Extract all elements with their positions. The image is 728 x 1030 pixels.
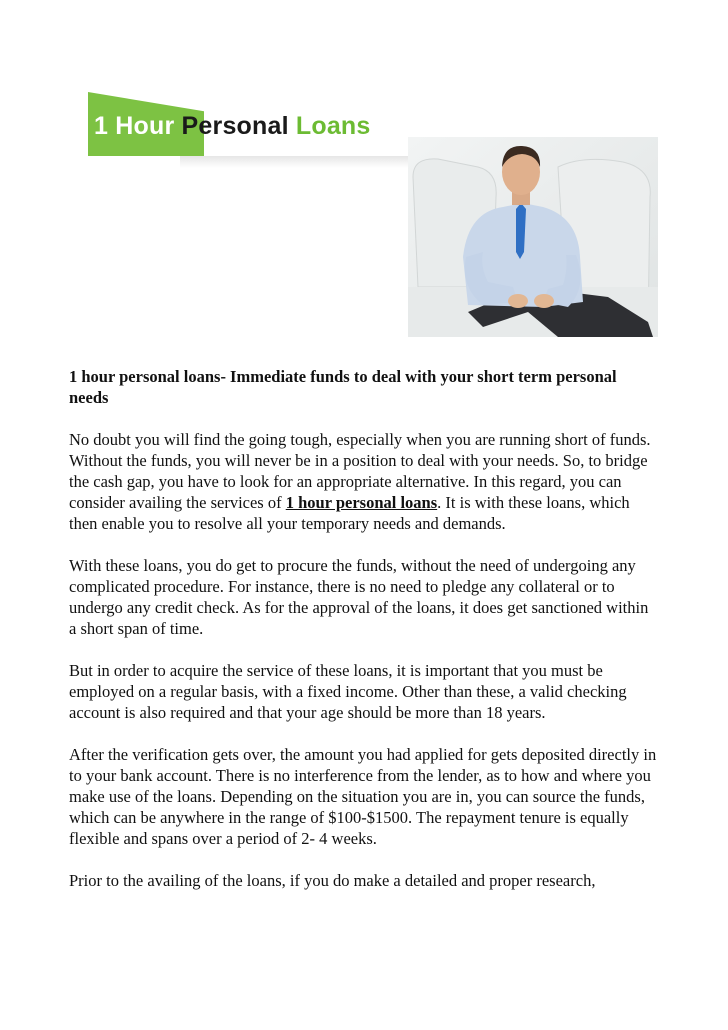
paragraph-1 — [69, 429, 659, 534]
paragraph-1-text-b: . It is with these loans, which then enable you to resolve all your temporary needs and demands. — [69, 493, 630, 533]
logo-underline-fade — [180, 156, 420, 168]
logo-word-personal: Personal — [181, 112, 289, 140]
personal-loans-link[interactable]: 1 hour personal loans — [285, 493, 438, 512]
logo-text — [94, 112, 371, 141]
paragraph-5: Prior to the availing of the loans, if you do make a detailed and proper research, — [69, 871, 596, 890]
businessman-seated-photo — [408, 137, 658, 337]
logo-word-loans: Loans — [295, 112, 371, 140]
paragraph-3: But in order to acquire the service of these loans, it is important that you must be employed on a regular basis, with a fixed income. Other than these, a valid checking account is also required and that your age should be more than 18 years. — [69, 661, 627, 722]
site-logo[interactable] — [88, 92, 418, 162]
article — [69, 366, 659, 912]
paragraph-1-text-a: No doubt you will find the going tough, especially when you are running short of funds. Without the funds, you will never be in a position to deal with your needs. So, to bridge the cash gap, you have to look for an appropriate alternative. In this regard, you can consider availing the services of — [69, 430, 651, 512]
paragraph-4: After the verification gets over, the amount you had applied for gets deposited directly in to your bank account. There is no interference from the lender, as to how and where you make use of the loans. Depending on the situation you are in, you can source the funds, which can be anywhere in the range of $100-$1500. The repayment tenure is equally flexible and spans over a period of 2- 4 weeks. — [69, 745, 657, 848]
logo-word-1-hour: 1 Hour — [94, 112, 175, 140]
article-title: 1 hour personal loans- Immediate funds to deal with your short term personal needs — [69, 367, 617, 407]
paragraph-2: With these loans, you do get to procure the funds, without the need of undergoing any complicated procedure. For instance, there is no need to pledge any collateral or to undergo any credit check. As for the approval of the loans, it does get sanctioned within a short span of time. — [69, 556, 649, 638]
